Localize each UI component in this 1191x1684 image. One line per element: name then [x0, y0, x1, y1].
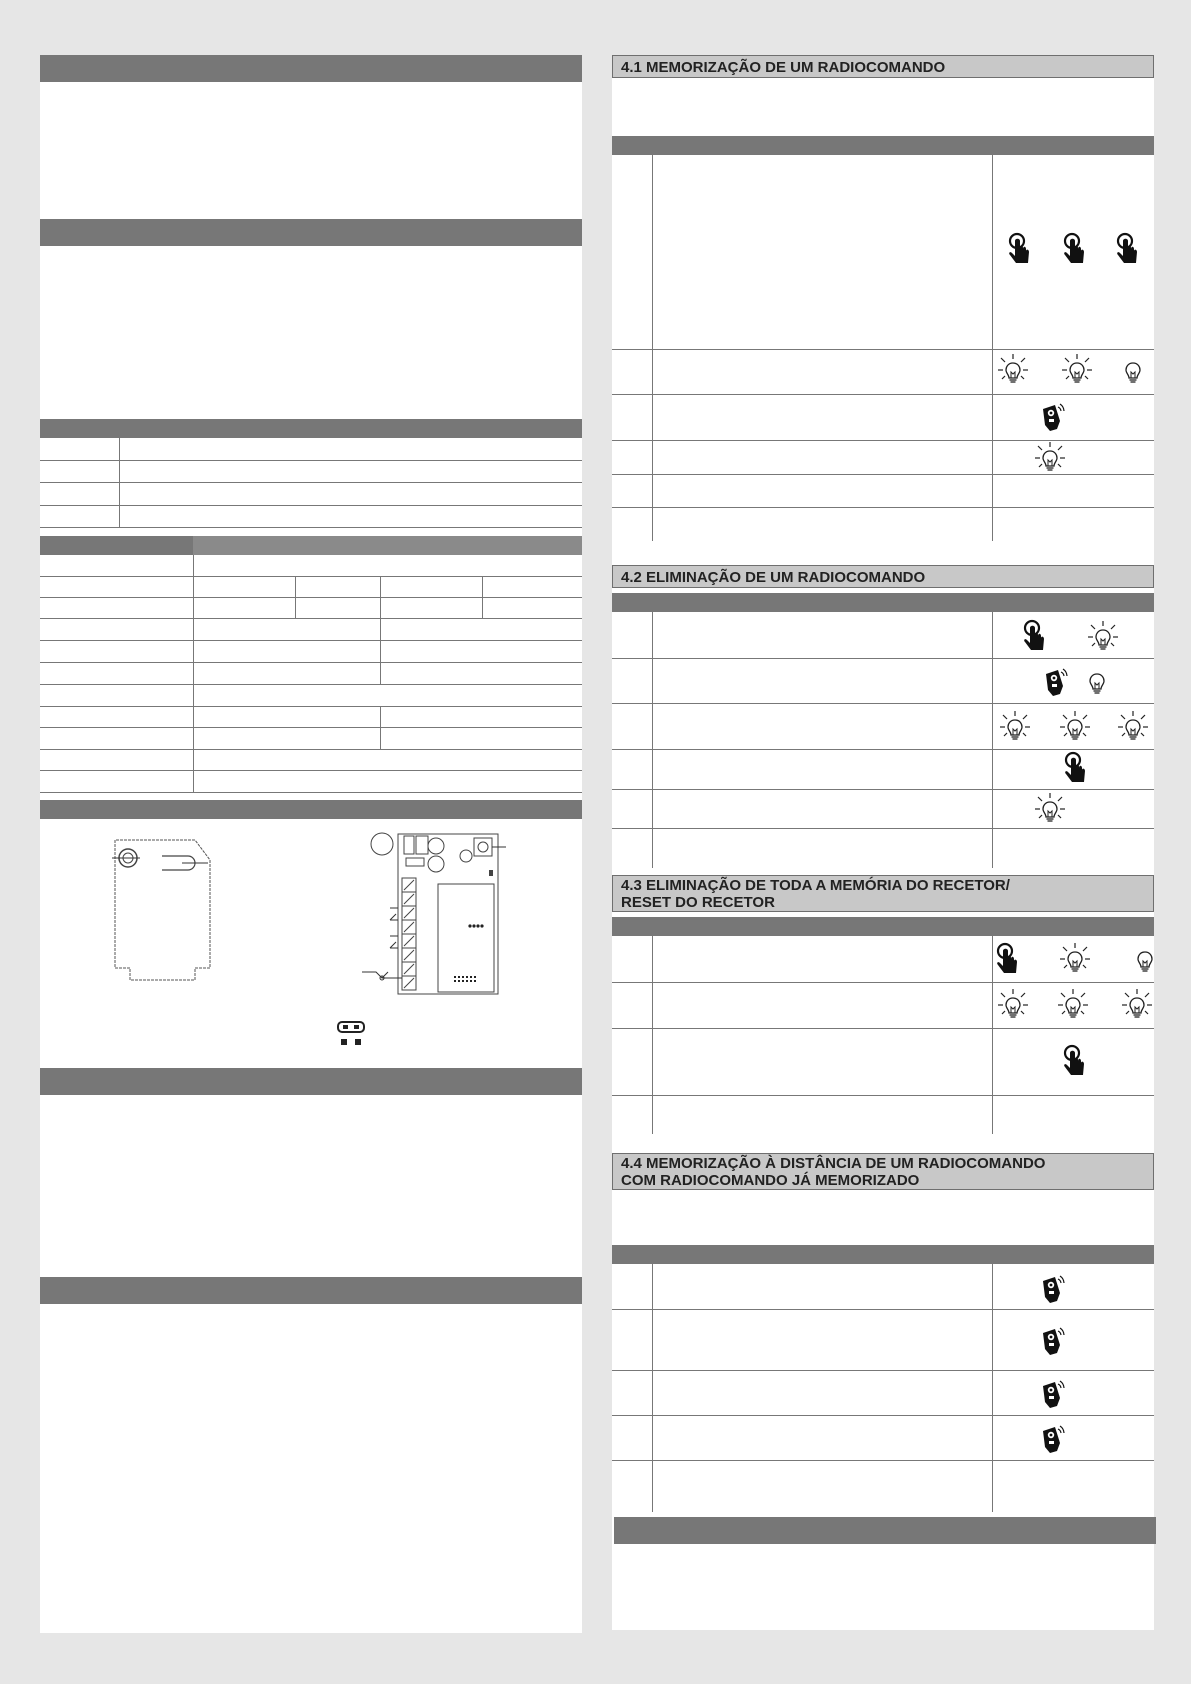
hand-press-icon: [995, 942, 1019, 976]
section-4-3-title-line2: RESET DO RECETOR: [621, 894, 775, 911]
led-bulb-icon: [1035, 442, 1065, 472]
remote-control-icon: [1040, 1380, 1064, 1410]
remote-control-icon: [1043, 668, 1067, 698]
left-header-bar-1: [40, 55, 582, 82]
section-4-4-title: [612, 1153, 1154, 1190]
led-bulb-icon: [1130, 943, 1160, 973]
led-bulb-icon: [1088, 621, 1118, 651]
led-bulb-icon: [1122, 989, 1152, 1019]
hand-press-icon: [1007, 232, 1031, 266]
jumper-icon: [337, 1021, 365, 1049]
remote-control-icon: [1040, 403, 1064, 433]
housing-diagram: [100, 830, 230, 990]
left-header-bar-6: [40, 1277, 582, 1304]
led-bulb-icon: [1058, 989, 1088, 1019]
left-header-bar-3: [40, 419, 582, 438]
section-4-4-title-line1: 4.4 MEMORIZAÇÃO À DISTÂNCIA DE UM RADIOCOMANDO: [621, 1155, 1046, 1172]
section-4-2-title: 4.2 ELIMINAÇÃO DE UM RADIOCOMANDO: [612, 565, 1154, 588]
section-4-3-title-line1: 4.3 ELIMINAÇÃO DE TODA A MEMÓRIA DO RECETOR/: [621, 877, 1010, 894]
left-header-bar-2: [40, 219, 582, 246]
left-header-bar-4: [40, 800, 582, 819]
led-bulb-icon: [998, 989, 1028, 1019]
led-bulb-icon: [1062, 354, 1092, 384]
led-bulb-icon: [1060, 711, 1090, 741]
remote-control-icon: [1040, 1327, 1064, 1357]
hand-press-icon: [1115, 232, 1139, 266]
hand-press-icon: [1022, 619, 1046, 653]
led-bulb-icon: [1082, 665, 1112, 695]
right-column: [612, 55, 1154, 1630]
section-4-4-title-line2: COM RADIOCOMANDO JÁ MEMORIZADO: [621, 1172, 920, 1189]
right-header-bar-bottom: [614, 1517, 1156, 1544]
hand-press-icon: [1062, 232, 1086, 266]
hand-press-icon: [1062, 1044, 1086, 1078]
remote-control-icon: [1040, 1425, 1064, 1455]
led-bulb-icon: [998, 354, 1028, 384]
led-bulb-icon: [1060, 943, 1090, 973]
led-bulb-icon: [1035, 793, 1065, 823]
remote-control-icon: [1040, 1275, 1064, 1305]
circuit-board-diagram: [362, 822, 507, 997]
led-bulb-icon: [1000, 711, 1030, 741]
section-4-3-title: [612, 875, 1154, 912]
section-4-1-title: 4.1 MEMORIZAÇÃO DE UM RADIOCOMANDO: [612, 55, 1154, 78]
led-bulb-icon: [1118, 711, 1148, 741]
led-bulb-icon: [1118, 354, 1148, 384]
left-header-bar-5: [40, 1068, 582, 1095]
hand-press-icon: [1063, 751, 1087, 785]
